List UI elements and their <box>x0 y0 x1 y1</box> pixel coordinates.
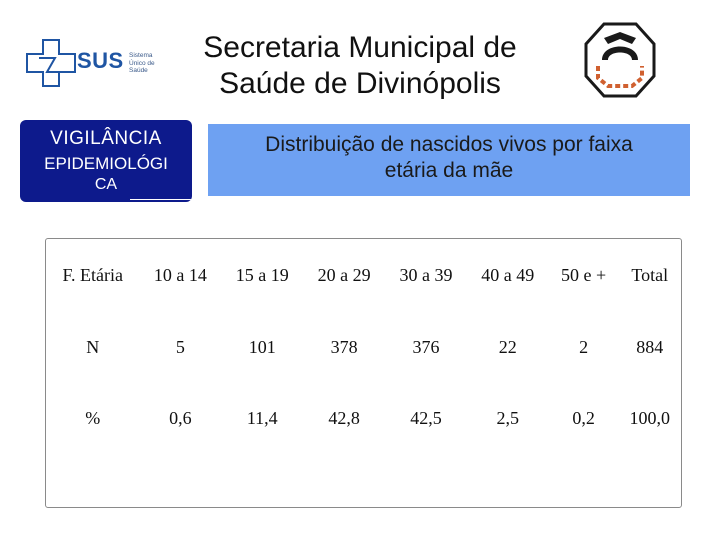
age-distribution-table <box>45 238 682 508</box>
vigilancia-line3: CA <box>94 176 118 193</box>
table-cell: 42,8 <box>328 407 360 428</box>
page-title-line2: Saúde de Divinópolis <box>219 67 501 100</box>
sus-sub-line3: Saúde <box>129 67 148 74</box>
sus-logo-word: SUS <box>77 48 124 73</box>
table-cell: 100,0 <box>629 407 670 428</box>
table-cell: 378 <box>330 336 358 357</box>
table-header-cell: 10 a 14 <box>153 264 207 285</box>
table-cell: 376 <box>412 336 440 357</box>
table-cell: % <box>85 407 101 428</box>
table-cell: 101 <box>248 336 276 357</box>
table-empty-row <box>46 453 681 507</box>
table-row <box>46 311 681 383</box>
table-cell: 2,5 <box>496 407 520 428</box>
table-header-cell: 40 a 49 <box>481 264 535 285</box>
divinopolis-city-emblem-icon <box>582 20 658 100</box>
table-cell: 0,6 <box>169 407 192 428</box>
vigilancia-line1: VIGILÂNCIA <box>50 128 162 149</box>
table <box>46 239 681 507</box>
section-subtitle-line2: etária da mãe <box>384 159 514 182</box>
table-header-cell: 50 e + <box>561 264 607 285</box>
table-cell: 2 <box>579 336 589 357</box>
sus-cross-icon <box>25 38 77 88</box>
vigilancia-underline <box>130 199 192 200</box>
table-cell: 0,2 <box>572 407 595 428</box>
table-cell: 884 <box>636 336 664 357</box>
sus-sub-line1: Sistema <box>129 52 153 59</box>
sus-logo <box>25 38 165 88</box>
table-header-cell: 15 a 19 <box>235 264 289 285</box>
table-header-row <box>46 239 681 311</box>
table-header-cell: F. Etária <box>62 264 124 285</box>
page-title <box>150 30 570 102</box>
table-cell: N <box>86 336 100 357</box>
sus-sub-line2: Único de <box>129 59 155 67</box>
table-cell: 5 <box>175 336 185 357</box>
table-header-cell: Total <box>631 264 669 285</box>
table-header-cell: 20 a 29 <box>317 264 371 285</box>
table-header-cell: 30 a 39 <box>399 264 453 285</box>
table-cell: 11,4 <box>246 407 278 428</box>
page-title-line1: Secretaria Municipal de <box>203 31 517 64</box>
section-subtitle-line1: Distribuição de nascidos vivos por faixa <box>265 133 633 156</box>
table-row <box>46 383 681 453</box>
table-cell: 22 <box>498 336 517 357</box>
table-cell: 42,5 <box>410 407 442 428</box>
section-subtitle <box>208 124 690 196</box>
table-empty-cell <box>46 453 681 507</box>
vigilancia-line2: EPIDEMIOLÓGI <box>44 154 168 173</box>
vigilancia-epidemiologica-badge <box>20 120 192 202</box>
